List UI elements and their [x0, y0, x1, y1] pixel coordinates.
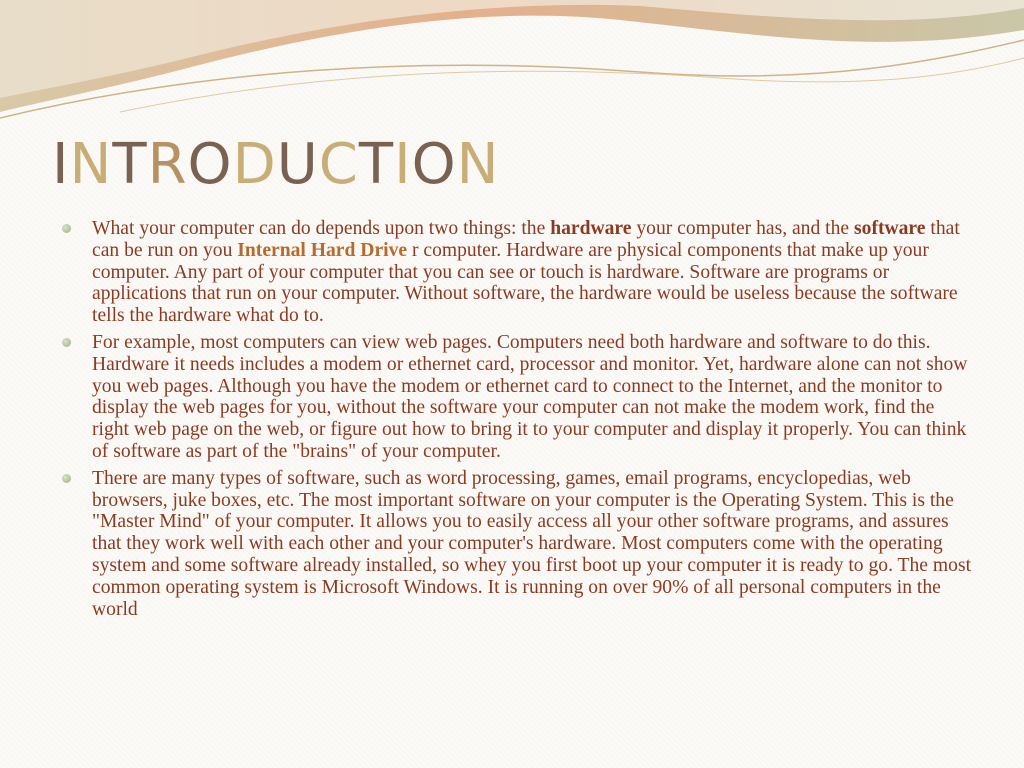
bullet-text: r computer. Hardware are physical components that make up your computer. Any part of your computer that you can see or touch is hardware. Software are programs or applications that run on your computer. Without software, the hardware would be useless because the software tells the hardware what do to.: [92, 239, 958, 327]
title-letter: R: [147, 132, 188, 197]
bullet-item: [62, 332, 972, 463]
title-letter: I: [52, 132, 70, 197]
bullet-item: [62, 468, 972, 621]
slide-title: [52, 130, 500, 200]
bullet-item: [62, 218, 972, 327]
title-letter: O: [411, 132, 457, 197]
title-letter: U: [276, 132, 319, 197]
bullet-text: What your computer can do depends upon two things: the: [92, 218, 551, 239]
title-letter: O: [187, 132, 233, 197]
keyword-software: software: [854, 218, 926, 239]
bullet-text: For example, most computers can view web pages. Computers need both hardware and software to do this. Hardware it needs includes a modem or ethernet card, processor and monitor. Yet, hardware alone can not show you web pages. Although you have the modem or ethernet card to connect to the Internet, and the monitor to display the web pages for you, without the software your computer can not make the modem work, find the right web page on the web, or figure out how to bring it to your computer and display it properly. You can think of software as part of the "brains" of your computer.: [92, 331, 968, 462]
bullet-icon: [62, 474, 71, 483]
title-letter: N: [69, 132, 113, 197]
title-letter: I: [394, 132, 412, 197]
bullet-text: your computer has, and the: [631, 218, 855, 239]
bullet-text: that can be run on you: [92, 218, 960, 261]
bullet-icon: [62, 338, 71, 347]
keyword-hardware: hardware: [550, 218, 632, 239]
title-letter: T: [358, 132, 395, 197]
bullet-icon: [62, 224, 71, 233]
bullet-text: There are many types of software, such as word processing, games, email programs, encyclopedias, web browsers, juke boxes, etc. The most important software on your computer is the Operating System. This is the "Master Mind" of your computer. It allows you to easily access all your other software programs, and assures that they work well with each other and your computer's hardware. Most computers come with the operating system and some software already installed, so whey you first boot up your computer it is ready to go. The most common operating system is Microsoft Windows. It is running on over 90% of all personal computers in the world: [92, 467, 972, 620]
title-letter: D: [232, 132, 277, 197]
title-letter: N: [456, 132, 500, 197]
title-letter: C: [318, 132, 359, 197]
bullet-list: [62, 218, 972, 625]
title-letter: T: [112, 132, 148, 197]
decorative-swoosh-header: [0, 0, 1024, 120]
internal-hard-drive-link[interactable]: Internal Hard Drive: [237, 239, 408, 261]
